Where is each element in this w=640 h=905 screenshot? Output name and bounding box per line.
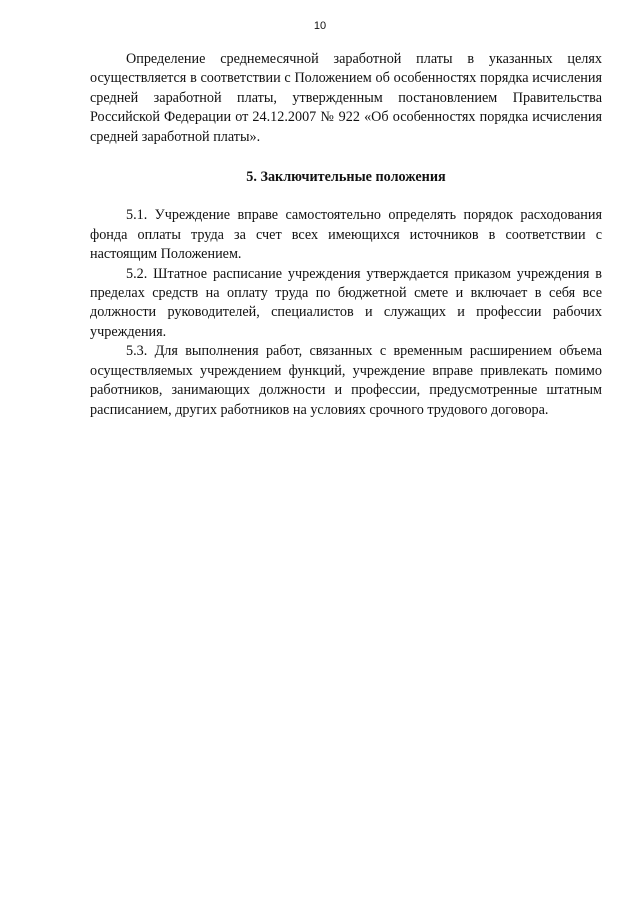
paragraph-5-3: 5.3. Для выполнения работ, связанных с временным расширением объема осуществляемых учреждением функций, учреждение вправе привлекать помимо работников, занимающих должности и профессии, предусмотренные штатным расписанием, других работников на условиях срочного трудового договора.: [90, 343, 602, 418]
page-number: 10: [313, 20, 327, 32]
section-heading: 5. Заключительные положения: [246, 169, 446, 186]
paragraph-5-1: 5.1. Учреждение вправе самостоятельно определять порядок расходования фонда оплаты труда за счет всех имеющихся источников в соответствии с настоящим Положением.: [90, 207, 602, 263]
document-body: [90, 50, 602, 420]
paragraph-5-2: 5.2. Штатное расписание учреждения утверждается приказом учреждения в пределах средств на оплату труда по бюджетной смете и включает в себя все должности руководителей, специалистов и служащих и профессии рабочих учреждения.: [90, 265, 602, 340]
intro-paragraph: Определение среднемесячной заработной платы в указанных целях осуществляется в соответствии с Положением об особенностях порядка исчисления средней заработной платы, утвержденным постановлением Правительства Российской Федерации от 24.12.2007 № 922 «Об особенностях порядка исчисления средней заработной платы».: [90, 51, 602, 145]
